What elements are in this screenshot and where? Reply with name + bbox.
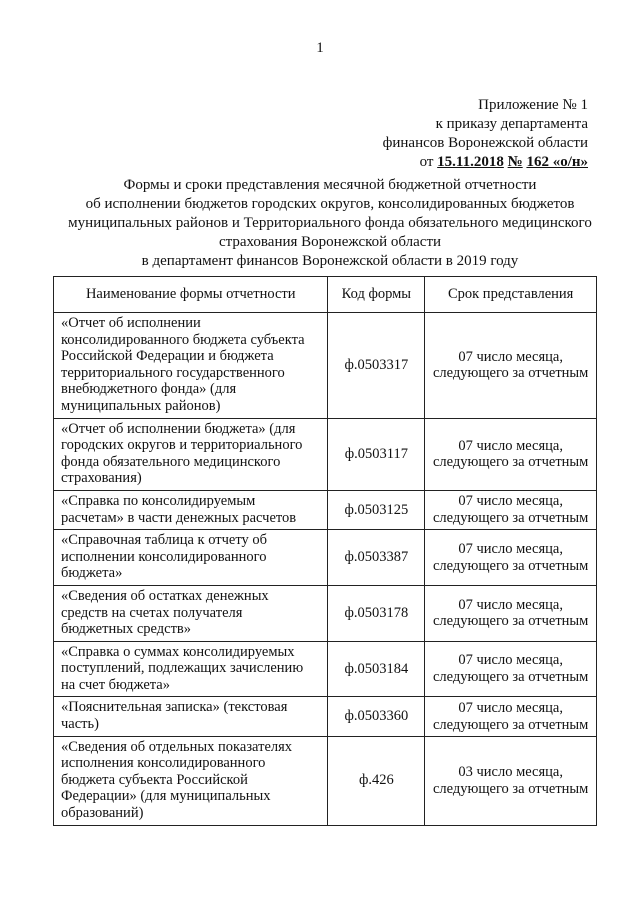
form-name-line: муниципальных районов)	[61, 397, 221, 414]
title-line: Формы и сроки представления месячной бюджетной отчетности	[123, 177, 537, 193]
deadline-line: следующего за отчетным	[432, 510, 589, 527]
form-name-line: исполнении консолидированного	[61, 548, 267, 565]
table-header-row	[54, 277, 597, 313]
page-number: 1	[316, 40, 324, 56]
title-line: муниципальных районов и Территориального фонда обязательного медицинского	[68, 215, 592, 231]
header-form-name: Наименование формы отчетности	[54, 277, 328, 313]
deadline-line: 07 число месяца,	[458, 437, 563, 454]
order-date: 15.11.2018	[437, 154, 504, 170]
table-row	[54, 490, 597, 529]
deadline-cell	[425, 530, 597, 586]
deadline-cell	[425, 736, 597, 825]
table-row	[54, 418, 597, 490]
order-prefix: от	[419, 154, 434, 170]
table-row	[54, 530, 597, 586]
form-code-cell: ф.0503125	[328, 490, 425, 529]
form-name-line: «Сведения об отдельных показателях	[61, 738, 293, 755]
form-name-cell	[54, 641, 328, 697]
form-name-line: образований)	[61, 805, 144, 822]
deadline-line: 07 число месяца,	[458, 540, 563, 557]
form-code-cell: ф.426	[328, 736, 425, 825]
form-name-line: внебюджетного фонда» (для	[61, 381, 237, 398]
form-name-line: страхования)	[61, 470, 142, 487]
deadline-cell	[425, 585, 597, 641]
deadline-line: 07 число месяца,	[458, 348, 563, 365]
form-code-cell: ф.0503184	[328, 641, 425, 697]
form-name-line: бюджета»	[61, 565, 123, 582]
form-name-line: городских округов и территориального	[61, 437, 303, 454]
form-name-line: бюджетных средств»	[61, 621, 192, 638]
form-name-line: «Справка по консолидируемым	[61, 492, 256, 509]
form-name-line: «Отчет об исполнении бюджета» (для	[61, 420, 296, 437]
deadline-line: следующего за отчетным	[432, 613, 589, 630]
order-number: 162 «о/н»	[526, 154, 588, 170]
form-name-line: поступлений, подлежащих зачислению	[61, 660, 304, 677]
form-name-cell	[54, 736, 328, 825]
deadline-line: 03 число месяца,	[458, 764, 563, 781]
deadline-line: следующего за отчетным	[432, 716, 589, 733]
form-name-line: «Отчет об исполнении	[61, 315, 201, 331]
header-deadline: Срок представления	[425, 277, 597, 313]
title-line: об исполнении бюджетов городских округов, консолидированных бюджетов	[85, 196, 575, 212]
appendix-line: финансов Воронежской области	[382, 135, 588, 151]
table-row	[54, 313, 597, 419]
form-name-line: средств на счетах получателя	[61, 604, 243, 621]
form-name-line: фонда обязательного медицинского	[61, 453, 281, 470]
deadline-line: следующего за отчетным	[432, 454, 589, 471]
form-name-line: расчетам» в части денежных расчетов	[61, 509, 297, 526]
table-row	[54, 736, 597, 825]
deadline-line: 07 число месяца,	[458, 493, 563, 510]
form-name-line: «Справка о суммах консолидируемых	[61, 643, 295, 660]
form-code-cell: ф.0503360	[328, 697, 425, 736]
order-reference	[383, 153, 588, 172]
form-name-cell	[54, 313, 328, 419]
form-name-line: «Справочная таблица к отчету об	[61, 532, 267, 549]
deadline-cell	[425, 490, 597, 529]
deadline-cell	[425, 697, 597, 736]
deadline-line: следующего за отчетным	[432, 365, 589, 382]
document-title	[40, 176, 620, 271]
table-body	[54, 313, 597, 826]
forms-table	[53, 276, 597, 826]
table-row	[54, 641, 597, 697]
deadline-line: следующего за отчетным	[432, 557, 589, 574]
title-line: в департамент финансов Воронежской области в 2019 году	[141, 253, 519, 269]
deadline-cell	[425, 418, 597, 490]
form-name-line: часть)	[61, 716, 99, 733]
form-name-cell	[54, 418, 328, 490]
deadline-cell	[425, 641, 597, 697]
deadline-line: 07 число месяца,	[458, 699, 563, 716]
form-name-line: на счет бюджета»	[61, 676, 170, 693]
header-form-code: Код формы	[328, 277, 425, 313]
appendix-line: Приложение № 1	[478, 97, 588, 113]
form-name-line: консолидированного бюджета субъекта	[61, 331, 305, 348]
deadline-line: 07 число месяца,	[458, 596, 563, 613]
form-name-cell	[54, 530, 328, 586]
form-name-line: территориального государственного	[61, 364, 285, 381]
form-code-cell: ф.0503178	[328, 585, 425, 641]
form-name-cell	[54, 490, 328, 529]
order-number-sign: №	[507, 154, 523, 170]
form-code-cell: ф.0503117	[328, 418, 425, 490]
title-line: страхования Воронежской области	[218, 234, 442, 250]
form-name-line: «Пояснительная записка» (текстовая	[61, 699, 288, 716]
form-code-cell: ф.0503317	[328, 313, 425, 419]
form-name-cell	[54, 585, 328, 641]
form-name-line: «Сведения об остатках денежных	[61, 587, 269, 604]
form-name-line: Российской Федерации и бюджета	[61, 348, 274, 365]
form-code-cell: ф.0503387	[328, 530, 425, 586]
deadline-line: следующего за отчетным	[432, 669, 589, 686]
deadline-line: 07 число месяца,	[458, 652, 563, 669]
deadline-cell	[425, 313, 597, 419]
form-name-line: бюджета субъекта Российской	[61, 771, 248, 788]
table-row	[54, 585, 597, 641]
appendix-block	[383, 96, 588, 172]
form-name-line: Федерации» (для муниципальных	[61, 788, 271, 805]
table-row	[54, 697, 597, 736]
appendix-line: к приказу департамента	[435, 116, 588, 132]
form-name-line: исполнения консолидированного	[61, 755, 266, 772]
deadline-line: следующего за отчетным	[432, 780, 589, 797]
form-name-cell	[54, 697, 328, 736]
